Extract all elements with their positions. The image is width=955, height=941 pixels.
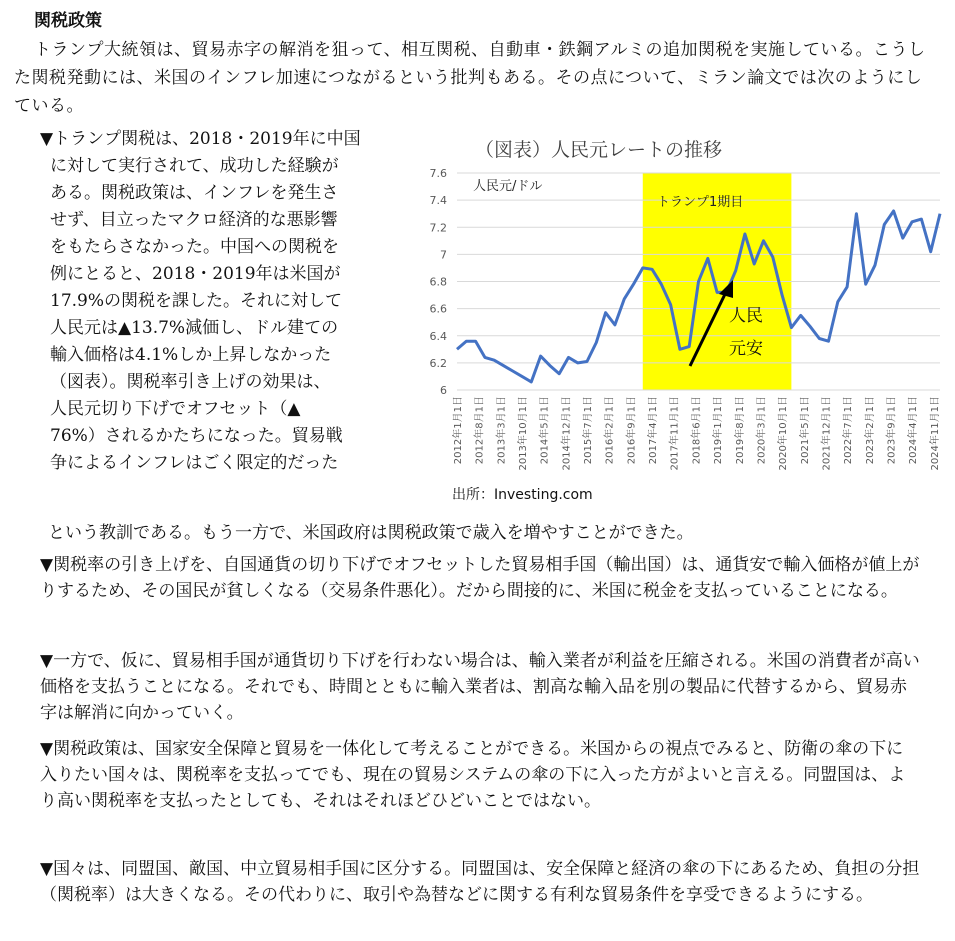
trump-term-label: トランプ1期目 <box>657 195 744 210</box>
section-heading: 関税政策 <box>34 11 102 31</box>
x-tick-label: 2014年12月1日 <box>561 396 573 471</box>
x-tick-label: 2020年3月1日 <box>756 396 768 465</box>
bullet-1-line: 輸入価格は4.1%しか上昇しなかった <box>50 345 332 365</box>
x-tick-label: 2023年9月1日 <box>886 396 898 465</box>
chart-svg <box>415 128 945 508</box>
x-tick-label: 2015年7月1日 <box>583 396 595 465</box>
x-tick-label: 2013年3月1日 <box>496 396 508 465</box>
x-tick-label: 2024年11月1日 <box>929 396 941 471</box>
y-tick-label: 7.4 <box>429 194 447 208</box>
annotation-text: 元安 <box>729 339 763 359</box>
y-tick-label: 6.2 <box>429 356 447 370</box>
y-tick-label: 7 <box>440 248 447 262</box>
bullet-1-line: ある。関税政策は、インフレを発生さ <box>50 183 339 203</box>
x-tick-label: 2016年9月1日 <box>626 396 638 465</box>
y-tick-label: 6.8 <box>429 275 447 289</box>
x-tick-label: 2021年12月1日 <box>821 396 833 471</box>
bullet-1-tail <box>34 520 914 546</box>
y-tick-label: 6 <box>440 384 447 397</box>
bullet-1-tail-text: という教訓である。もう一方で、米国政府は関税政策で歳入を増やすことができた。 <box>48 523 694 543</box>
annotation-text: 人民 <box>729 306 763 326</box>
bullet-1 <box>40 126 392 477</box>
x-tick-label: 2023年2月1日 <box>864 396 876 465</box>
bullet-1-line: 争によるインフレはごく限定的だった <box>50 453 339 473</box>
bullet-1-line: ▼トランプ関税は、2018・2019年に中国 <box>40 129 361 149</box>
bullet-1-line: 76%）されるかたちになった。貿易戦 <box>50 426 343 446</box>
y-tick-label: 7.6 <box>429 167 447 180</box>
bullet-5: ▼国々は、同盟国、敵国、中立貿易相手国に区分する。同盟国は、安全保障と経済の傘の下にあるため、負担の分担（関税率）は大きくなる。その代わりに、取引や為替などに関する有利な貿易条件を享受できるようにする。 <box>40 859 920 905</box>
y-unit-label: 人民元/ドル <box>473 179 543 194</box>
x-tick-label: 2013年10月1日 <box>518 396 530 471</box>
x-tick-label: 2017年11月1日 <box>669 396 681 471</box>
x-tick-label: 2019年1月1日 <box>713 396 725 465</box>
bullet-1-line: 人民元は▲13.7%減価し、ドル建ての <box>50 318 339 338</box>
x-tick-label: 2018年6月1日 <box>691 396 703 465</box>
bullet-1-line: に対して実行されて、成功した経験が <box>50 156 339 176</box>
bullet-1-line: せず、目立ったマクロ経済的な悪影響 <box>50 210 338 230</box>
y-tick-label: 6.6 <box>429 302 447 316</box>
y-tick-label: 6.4 <box>429 329 447 343</box>
x-tick-label: 2014年5月1日 <box>539 396 551 465</box>
chart-title: （図表）人民元レートの推移 <box>475 139 723 161</box>
bullet-1-line: 例にとると、2018・2019年は米国が <box>50 264 341 284</box>
intro-paragraph: トランプ大統領は、貿易赤字の解消を狙って、相互関税、自動車・鉄鋼アルミの追加関税を実施している。こうした関税発動には、米国のインフレ加速につながるという批判もある。その点について、ミラン論文では次のようにしている。 <box>14 40 926 116</box>
x-tick-label: 2019年8月1日 <box>734 396 746 465</box>
bullet-1-line: 人民元切り下げでオフセット（▲ <box>50 399 301 419</box>
bullet-2: ▼関税率の引き上げを、自国通貨の切り下げでオフセットした貿易相手国（輸出国）は、通貨安で輸入価格が値上がりするため、その国民が貧しくなる（交易条件悪化）。だから間接的に、米国に税金を支払っていることになる。 <box>40 555 920 601</box>
bullet-1-line: 17.9%の関税を課した。それに対して <box>50 291 343 311</box>
bullet-4: ▼関税政策は、国家安全保障と貿易を一体化して考えることができる。米国からの視点でみると、防衛の傘の下に入りたい国々は、関税率を支払ってでも、現在の貿易システムの傘の下に入った方がよいと言える。同盟国は、より高い関税率を支払ったとしても、それはそれほどひどいことではない。 <box>40 739 906 811</box>
x-tick-label: 2012年8月1日 <box>474 396 486 465</box>
bullet-3: ▼一方で、仮に、貿易相手国が通貨切り下げを行わない場合は、輸入業者が利益を圧縮される。米国の消費者が高い価格を支払うことになる。それでも、時間とともに輸入業者は、割高な輸入品を別の製品に代替するから、貿易赤字は解消に向かっていく。 <box>40 651 920 723</box>
bullet-1-line: をもたらさなかった。中国への関税を <box>50 237 339 257</box>
x-tick-label: 2020年10月1日 <box>778 396 790 471</box>
x-tick-label: 2022年7月1日 <box>843 396 855 465</box>
x-tick-label: 2012年1月1日 <box>453 396 464 465</box>
yuan-rate-chart <box>415 128 945 508</box>
bullet-1-line: （図表）。関税率引き上げの効果は、 <box>50 372 331 392</box>
x-tick-label: 2016年2月1日 <box>604 396 616 465</box>
chart-source: 出所：Investing.com <box>452 487 593 503</box>
y-tick-label: 7.2 <box>429 221 447 235</box>
x-tick-label: 2024年4月1日 <box>908 396 920 465</box>
x-tick-label: 2021年5月1日 <box>799 396 811 465</box>
x-tick-label: 2017年4月1日 <box>648 396 660 465</box>
